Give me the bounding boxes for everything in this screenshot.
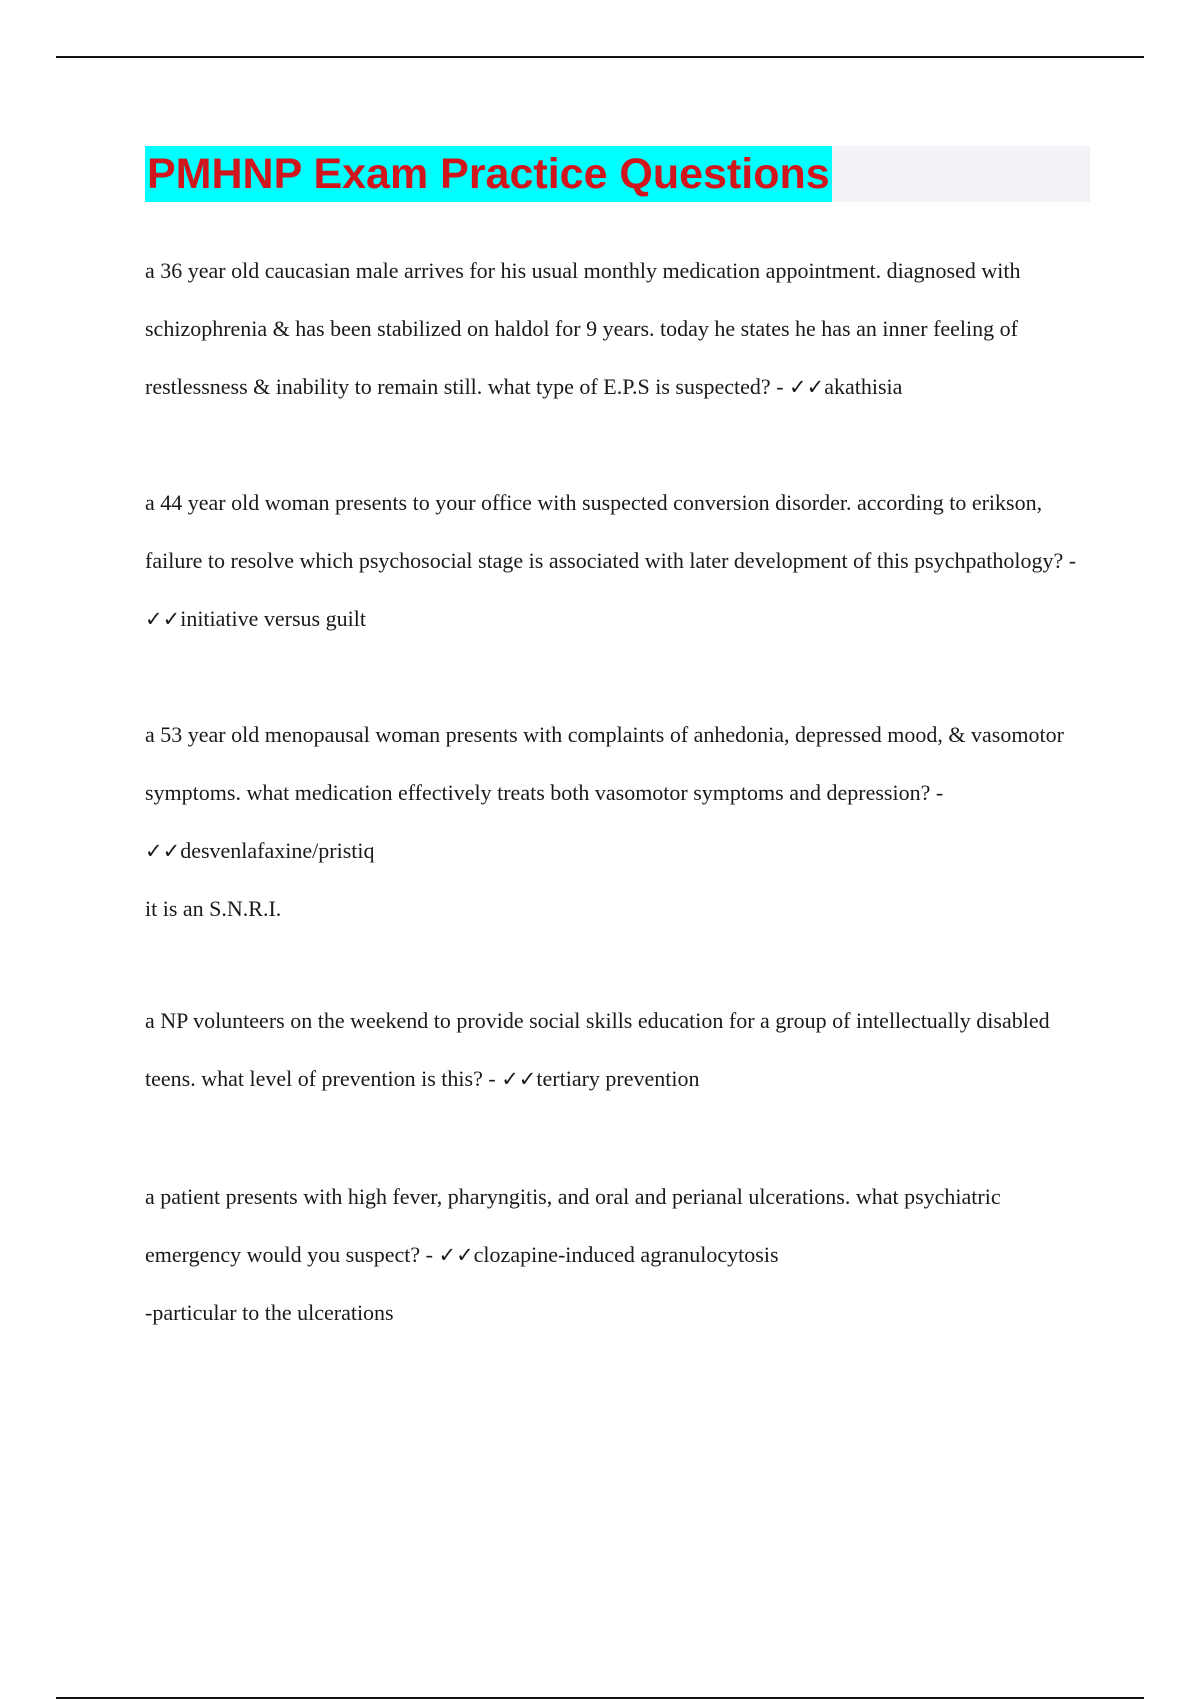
answer-text: tertiary prevention bbox=[536, 1066, 700, 1091]
question-text bbox=[145, 992, 1090, 1108]
double-check-icon: ✓✓ bbox=[438, 1243, 474, 1267]
footer-rule bbox=[56, 1697, 1144, 1699]
question-prompt: a 53 year old menopausal woman presents with complaints of anhedonia, depressed mood, & vasomotor symptoms. what medication effectively treats both vasomotor symptoms and depression? - bbox=[145, 722, 1064, 805]
question-item bbox=[145, 474, 1090, 648]
question-prompt: a NP volunteers on the weekend to provide social skills education for a group of intellectually disabled teens. what level of prevention is this? - bbox=[145, 1008, 1050, 1091]
question-prompt: a 44 year old woman presents to your office with suspected conversion disorder. according to erikson, failure to resolve which psychosocial stage is associated with later development of this psychpathology? - bbox=[145, 490, 1077, 573]
double-check-icon: ✓✓ bbox=[145, 839, 181, 863]
answer-note: -particular to the ulcerations bbox=[145, 1300, 394, 1325]
question-prompt: a patient presents with high fever, pharyngitis, and oral and perianal ulcerations. what psychiatric emergency would you suspect? - bbox=[145, 1184, 1001, 1267]
header-rule bbox=[56, 56, 1144, 58]
answer-note: it is an S.N.R.I. bbox=[145, 896, 282, 921]
double-check-icon: ✓✓ bbox=[789, 375, 825, 399]
double-check-icon: ✓✓ bbox=[501, 1067, 537, 1091]
answer-text: akathisia bbox=[824, 374, 903, 399]
double-check-icon: ✓✓ bbox=[145, 607, 181, 631]
question-item bbox=[145, 992, 1090, 1108]
question-item bbox=[145, 1168, 1090, 1342]
question-prompt: a 36 year old caucasian male arrives for his usual monthly medication appointment. diagnosed with schizophrenia & has been stabilized on haldol for 9 years. today he states he has an inner feeling of restlessness & inability to remain still. what type of E.P.S is suspected? - bbox=[145, 258, 1021, 399]
question-text bbox=[145, 242, 1090, 416]
answer-text: desvenlafaxine/pristiq bbox=[180, 838, 375, 863]
question-text bbox=[145, 474, 1090, 648]
answer-text: initiative versus guilt bbox=[180, 606, 366, 631]
question-text bbox=[145, 706, 1090, 880]
question-item bbox=[145, 706, 1090, 938]
page-title: PMHNP Exam Practice Questions bbox=[145, 146, 832, 202]
question-text bbox=[145, 1168, 1090, 1284]
answer-text: clozapine-induced agranulocytosis bbox=[473, 1242, 779, 1267]
question-item bbox=[145, 242, 1090, 416]
